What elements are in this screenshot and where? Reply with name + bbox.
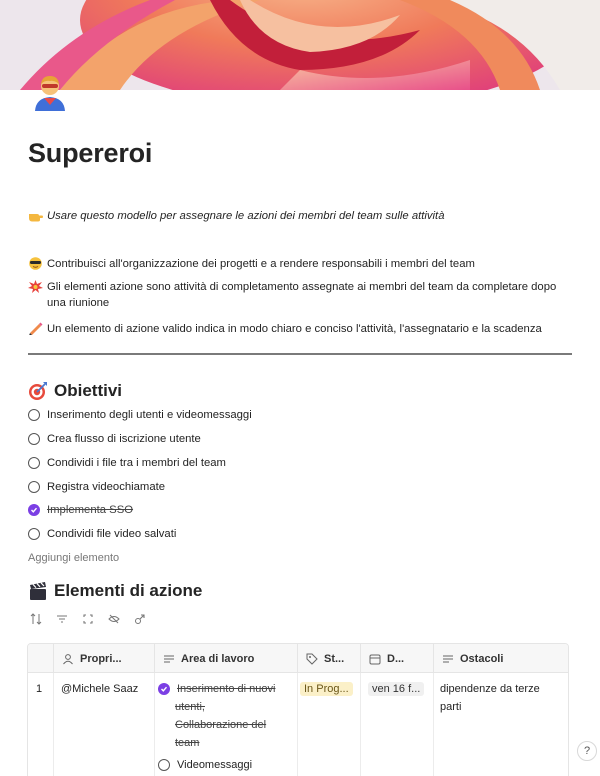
help-button[interactable]: ?	[577, 741, 597, 761]
text-icon	[163, 653, 175, 665]
todo-checkbox[interactable]	[28, 481, 40, 493]
date-cell[interactable]	[368, 680, 424, 698]
column-header: Area di lavoro	[181, 652, 255, 665]
todo-checkbox-checked[interactable]	[28, 504, 40, 516]
actions-table	[27, 643, 569, 776]
divider	[28, 353, 572, 355]
column-status[interactable]	[297, 644, 360, 673]
pencil-icon	[28, 322, 43, 335]
todo-label: Registra videochiamate	[47, 481, 166, 493]
group-icon[interactable]	[82, 612, 94, 624]
person-icon	[62, 653, 74, 665]
pointing-hand-icon	[28, 209, 43, 222]
todo-item[interactable]	[28, 457, 226, 469]
add-item-button[interactable]: Aggiungi elemento	[28, 552, 120, 564]
actions-heading-text: Elementi di azione	[54, 581, 203, 600]
intro-bullet	[28, 279, 556, 311]
sort-icon[interactable]	[30, 612, 42, 624]
todo-item[interactable]	[28, 433, 201, 445]
calendar-icon	[369, 653, 381, 665]
area-done-text: Inserimento di nuovi	[177, 683, 276, 695]
clapper-board-icon	[28, 581, 48, 601]
column-owner[interactable]	[53, 644, 154, 673]
column-blockers[interactable]	[433, 644, 569, 673]
intro-bullet-text: Un elemento di azione valido indica in modo chiaro e conciso l'attività, l'assegnatario e la scadenza	[47, 323, 542, 335]
intro-bullet	[28, 256, 475, 272]
status-badge: In Prog...	[300, 682, 353, 696]
area-done-text: utenti,	[175, 701, 205, 713]
todo-item[interactable]	[28, 528, 176, 540]
column-divider	[360, 673, 361, 776]
cover-image[interactable]	[0, 0, 600, 90]
target-icon	[28, 381, 48, 401]
intro-callout-text: Usare questo modello per assegnare le azioni dei membri del team sulle attività	[47, 210, 445, 222]
column-divider	[297, 673, 298, 776]
column-header: Propri...	[80, 652, 122, 665]
status-cell[interactable]	[300, 680, 353, 698]
column-area[interactable]	[154, 644, 297, 673]
objectives-heading	[28, 381, 122, 401]
row-index: 1	[36, 683, 43, 695]
blockers-text: parti	[440, 701, 462, 713]
filter-icon[interactable]	[56, 612, 68, 624]
todo-checkbox[interactable]	[28, 433, 40, 445]
sunglasses-face-icon	[28, 257, 43, 270]
page-title[interactable]: Supereroi	[28, 138, 153, 168]
intro-bullet-text: Contribuisci all'organizzazione dei progetti e a rendere responsabili i membri del team	[47, 258, 475, 270]
text-icon	[442, 653, 454, 665]
date-badge: ven 16 f...	[368, 682, 424, 696]
todo-label: Inserimento degli utenti e videomessaggi	[47, 409, 252, 421]
share-icon[interactable]	[134, 612, 146, 624]
blockers-cell[interactable]	[440, 680, 565, 716]
column-header: Ostacoli	[460, 652, 504, 665]
column-divider	[154, 673, 155, 776]
column-header: St...	[324, 652, 345, 665]
area-checkbox-checked[interactable]	[158, 683, 170, 695]
todo-item[interactable]	[28, 481, 165, 493]
todo-checkbox[interactable]	[28, 528, 40, 540]
area-done-text: Collaborazione del	[175, 719, 267, 731]
tag-icon	[306, 653, 318, 665]
todo-label: Crea flusso di iscrizione utente	[47, 433, 201, 445]
collision-icon	[28, 280, 43, 293]
owner-cell[interactable]: @Michele Saaz	[61, 683, 139, 695]
todo-item[interactable]	[28, 409, 252, 421]
todo-label: Condividi i file tra i membri del team	[47, 457, 226, 469]
todo-label: Condividi file video salvati	[47, 528, 177, 540]
hide-icon[interactable]	[108, 612, 120, 624]
blockers-text: dipendenze da terze	[440, 683, 540, 695]
column-divider	[53, 673, 54, 776]
area-open-text: Videomessaggi	[177, 759, 253, 771]
todo-label: Implementa SSO	[47, 504, 134, 516]
area-done-text: team	[175, 737, 200, 749]
intro-bullet	[28, 321, 542, 337]
todo-checkbox[interactable]	[28, 409, 40, 421]
table-toolbar	[30, 612, 146, 624]
actions-heading	[28, 581, 202, 601]
area-checkbox[interactable]	[158, 759, 170, 771]
column-divider	[433, 673, 434, 776]
todo-item[interactable]	[28, 504, 133, 516]
area-cell[interactable]	[158, 680, 294, 774]
objectives-heading-text: Obiettivi	[54, 381, 123, 400]
table-header	[28, 644, 569, 673]
todo-checkbox[interactable]	[28, 457, 40, 469]
intro-bullet-text: Gli elementi azione sono attività di completamento assegnate ai membri del team da completare dopo	[47, 281, 557, 293]
column-header: D...	[387, 652, 405, 665]
column-date[interactable]	[360, 644, 433, 673]
intro-bullet-text: una riunione	[47, 297, 110, 309]
intro-callout	[28, 208, 444, 224]
superhero-icon[interactable]	[30, 71, 70, 111]
